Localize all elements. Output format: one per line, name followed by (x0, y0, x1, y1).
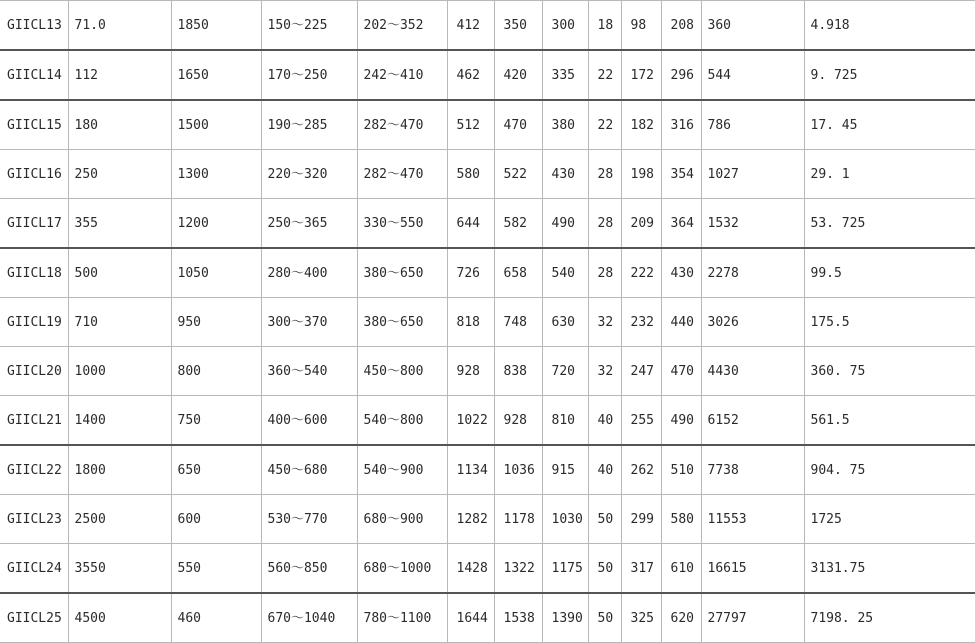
dim-l-cell: 317 (621, 544, 661, 594)
speed-cell: 750 (171, 396, 261, 446)
model-cell: GIICL18 (0, 248, 68, 298)
bore-range-1-cell: 360～540 (261, 347, 357, 396)
dim-l-cell: 232 (621, 298, 661, 347)
model-cell: GIICL13 (0, 1, 68, 51)
bore-range-2-cell: 330～550 (357, 199, 447, 249)
inertia-cell: 3026 (701, 298, 804, 347)
mass-cell: 4.918 (804, 1, 975, 51)
inertia-cell: 1532 (701, 199, 804, 249)
table-row (0, 347, 975, 396)
dim-d-cell: 818 (447, 298, 494, 347)
dim-l1-cell: 490 (661, 396, 701, 446)
model-cell: GIICL20 (0, 347, 68, 396)
dim-l1-cell: 364 (661, 199, 701, 249)
torque-cell: 250 (68, 150, 171, 199)
speed-cell: 1850 (171, 1, 261, 51)
dim-d1-cell: 350 (494, 1, 542, 51)
dim-l1-cell: 620 (661, 593, 701, 643)
dim-l-cell: 262 (621, 445, 661, 495)
inertia-cell: 6152 (701, 396, 804, 446)
table-row (0, 1, 975, 51)
dim-d1-cell: 658 (494, 248, 542, 298)
inertia-cell: 2278 (701, 248, 804, 298)
model-cell: GIICL16 (0, 150, 68, 199)
dim-l1-cell: 610 (661, 544, 701, 594)
dim-d1-cell: 928 (494, 396, 542, 446)
dim-d-cell: 928 (447, 347, 494, 396)
dim-d1-cell: 1036 (494, 445, 542, 495)
speed-cell: 1300 (171, 150, 261, 199)
dim-d2-cell: 1030 (542, 495, 588, 544)
model-cell: GIICL21 (0, 396, 68, 446)
table-row (0, 593, 975, 643)
bore-range-1-cell: 300～370 (261, 298, 357, 347)
table-row (0, 100, 975, 150)
model-cell: GIICL24 (0, 544, 68, 594)
dim-d2-cell: 1175 (542, 544, 588, 594)
inertia-cell: 27797 (701, 593, 804, 643)
dim-b-cell: 50 (588, 593, 621, 643)
mass-cell: 904. 75 (804, 445, 975, 495)
mass-cell: 7198. 25 (804, 593, 975, 643)
inertia-cell: 4430 (701, 347, 804, 396)
dim-l-cell: 209 (621, 199, 661, 249)
speed-cell: 1650 (171, 50, 261, 100)
speed-cell: 1200 (171, 199, 261, 249)
dim-d2-cell: 335 (542, 50, 588, 100)
bore-range-1-cell: 150～225 (261, 1, 357, 51)
mass-cell: 53. 725 (804, 199, 975, 249)
dim-b-cell: 32 (588, 298, 621, 347)
dim-l-cell: 182 (621, 100, 661, 150)
dim-d2-cell: 430 (542, 150, 588, 199)
bore-range-1-cell: 670～1040 (261, 593, 357, 643)
bore-range-1-cell: 280～400 (261, 248, 357, 298)
dim-d1-cell: 838 (494, 347, 542, 396)
dim-d1-cell: 1538 (494, 593, 542, 643)
bore-range-1-cell: 170～250 (261, 50, 357, 100)
model-cell: GIICL17 (0, 199, 68, 249)
bore-range-2-cell: 380～650 (357, 298, 447, 347)
dim-b-cell: 22 (588, 100, 621, 150)
dim-b-cell: 32 (588, 347, 621, 396)
mass-cell: 360. 75 (804, 347, 975, 396)
dim-l1-cell: 580 (661, 495, 701, 544)
dim-d1-cell: 748 (494, 298, 542, 347)
speed-cell: 460 (171, 593, 261, 643)
dim-l1-cell: 316 (661, 100, 701, 150)
dim-l1-cell: 430 (661, 248, 701, 298)
dim-l1-cell: 440 (661, 298, 701, 347)
bore-range-2-cell: 780～1100 (357, 593, 447, 643)
inertia-cell: 11553 (701, 495, 804, 544)
torque-cell: 500 (68, 248, 171, 298)
torque-cell: 355 (68, 199, 171, 249)
model-cell: GIICL22 (0, 445, 68, 495)
dim-d2-cell: 300 (542, 1, 588, 51)
dim-b-cell: 28 (588, 199, 621, 249)
dim-d-cell: 726 (447, 248, 494, 298)
dim-l-cell: 222 (621, 248, 661, 298)
torque-cell: 112 (68, 50, 171, 100)
bore-range-1-cell: 530～770 (261, 495, 357, 544)
speed-cell: 1050 (171, 248, 261, 298)
mass-cell: 1725 (804, 495, 975, 544)
table-row (0, 495, 975, 544)
dim-l1-cell: 354 (661, 150, 701, 199)
torque-cell: 1000 (68, 347, 171, 396)
mass-cell: 561.5 (804, 396, 975, 446)
bore-range-2-cell: 540～800 (357, 396, 447, 446)
speed-cell: 600 (171, 495, 261, 544)
bore-range-2-cell: 282～470 (357, 150, 447, 199)
dim-d-cell: 1134 (447, 445, 494, 495)
bore-range-2-cell: 242～410 (357, 50, 447, 100)
mass-cell: 175.5 (804, 298, 975, 347)
dim-d-cell: 580 (447, 150, 494, 199)
speed-cell: 800 (171, 347, 261, 396)
speed-cell: 550 (171, 544, 261, 594)
table-body (0, 1, 975, 643)
table-row (0, 298, 975, 347)
inertia-cell: 786 (701, 100, 804, 150)
dim-l1-cell: 296 (661, 50, 701, 100)
bore-range-2-cell: 680～1000 (357, 544, 447, 594)
dim-l-cell: 325 (621, 593, 661, 643)
model-cell: GIICL23 (0, 495, 68, 544)
mass-cell: 99.5 (804, 248, 975, 298)
bore-range-1-cell: 190～285 (261, 100, 357, 150)
dim-l-cell: 255 (621, 396, 661, 446)
torque-cell: 4500 (68, 593, 171, 643)
dim-d1-cell: 1322 (494, 544, 542, 594)
table-row (0, 544, 975, 594)
dim-d1-cell: 582 (494, 199, 542, 249)
bore-range-1-cell: 220～320 (261, 150, 357, 199)
torque-cell: 180 (68, 100, 171, 150)
table-row (0, 248, 975, 298)
torque-cell: 1800 (68, 445, 171, 495)
dim-d2-cell: 630 (542, 298, 588, 347)
mass-cell: 17. 45 (804, 100, 975, 150)
dim-d-cell: 462 (447, 50, 494, 100)
dim-l1-cell: 208 (661, 1, 701, 51)
dim-l-cell: 98 (621, 1, 661, 51)
bore-range-1-cell: 400～600 (261, 396, 357, 446)
dim-d2-cell: 490 (542, 199, 588, 249)
dim-b-cell: 18 (588, 1, 621, 51)
dim-d2-cell: 810 (542, 396, 588, 446)
model-cell: GIICL19 (0, 298, 68, 347)
dim-d2-cell: 720 (542, 347, 588, 396)
torque-cell: 710 (68, 298, 171, 347)
table-row (0, 199, 975, 249)
dim-d2-cell: 380 (542, 100, 588, 150)
speed-cell: 650 (171, 445, 261, 495)
bore-range-2-cell: 282～470 (357, 100, 447, 150)
inertia-cell: 16615 (701, 544, 804, 594)
dim-d1-cell: 420 (494, 50, 542, 100)
table-row (0, 396, 975, 446)
table-row (0, 150, 975, 199)
dim-d-cell: 1428 (447, 544, 494, 594)
dim-d-cell: 512 (447, 100, 494, 150)
dim-l-cell: 172 (621, 50, 661, 100)
bore-range-2-cell: 680～900 (357, 495, 447, 544)
dim-b-cell: 50 (588, 544, 621, 594)
dim-l1-cell: 470 (661, 347, 701, 396)
bore-range-1-cell: 560～850 (261, 544, 357, 594)
dim-d-cell: 412 (447, 1, 494, 51)
speed-cell: 950 (171, 298, 261, 347)
inertia-cell: 1027 (701, 150, 804, 199)
inertia-cell: 7738 (701, 445, 804, 495)
mass-cell: 9. 725 (804, 50, 975, 100)
speed-cell: 1500 (171, 100, 261, 150)
dim-d1-cell: 522 (494, 150, 542, 199)
table-row (0, 445, 975, 495)
inertia-cell: 544 (701, 50, 804, 100)
bore-range-1-cell: 250～365 (261, 199, 357, 249)
dim-d2-cell: 915 (542, 445, 588, 495)
dim-d1-cell: 470 (494, 100, 542, 150)
bore-range-2-cell: 202～352 (357, 1, 447, 51)
dim-d-cell: 644 (447, 199, 494, 249)
dim-b-cell: 28 (588, 150, 621, 199)
dim-b-cell: 40 (588, 445, 621, 495)
dim-l-cell: 247 (621, 347, 661, 396)
dim-d-cell: 1022 (447, 396, 494, 446)
dim-b-cell: 28 (588, 248, 621, 298)
torque-cell: 3550 (68, 544, 171, 594)
model-cell: GIICL14 (0, 50, 68, 100)
dim-b-cell: 50 (588, 495, 621, 544)
bore-range-2-cell: 450～800 (357, 347, 447, 396)
dim-b-cell: 22 (588, 50, 621, 100)
bore-range-1-cell: 450～680 (261, 445, 357, 495)
model-cell: GIICL15 (0, 100, 68, 150)
mass-cell: 29. 1 (804, 150, 975, 199)
dim-l1-cell: 510 (661, 445, 701, 495)
inertia-cell: 360 (701, 1, 804, 51)
dim-l-cell: 299 (621, 495, 661, 544)
mass-cell: 3131.75 (804, 544, 975, 594)
table-row (0, 50, 975, 100)
dim-b-cell: 40 (588, 396, 621, 446)
dim-l-cell: 198 (621, 150, 661, 199)
dim-d-cell: 1644 (447, 593, 494, 643)
dim-d1-cell: 1178 (494, 495, 542, 544)
dim-d2-cell: 540 (542, 248, 588, 298)
model-cell: GIICL25 (0, 593, 68, 643)
torque-cell: 2500 (68, 495, 171, 544)
bore-range-2-cell: 540～900 (357, 445, 447, 495)
dim-d-cell: 1282 (447, 495, 494, 544)
torque-cell: 71.0 (68, 1, 171, 51)
dim-d2-cell: 1390 (542, 593, 588, 643)
bore-range-2-cell: 380～650 (357, 248, 447, 298)
torque-cell: 1400 (68, 396, 171, 446)
